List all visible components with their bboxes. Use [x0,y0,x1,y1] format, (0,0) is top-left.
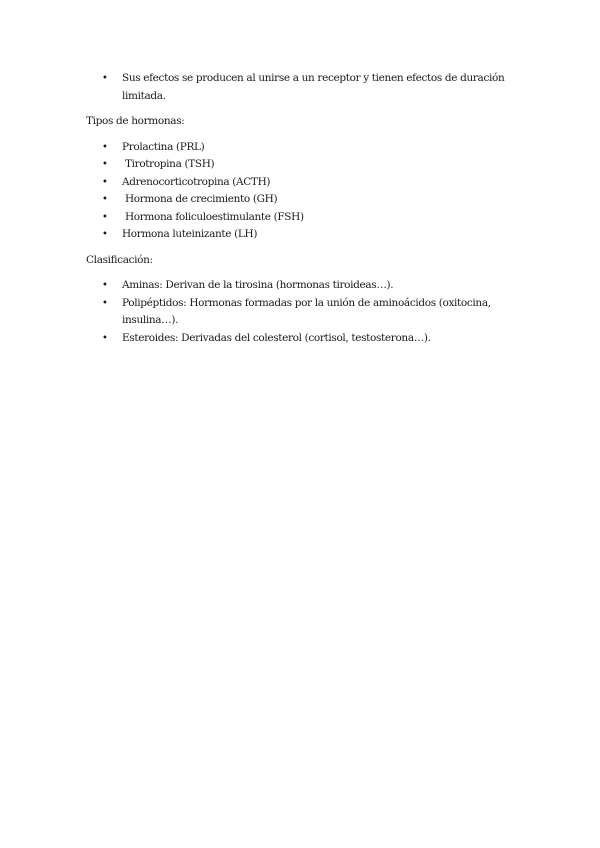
hormone-types-list [86,139,516,244]
list-item [86,174,516,192]
list-item [86,277,516,295]
types-heading: Tipos de hormonas: [86,115,185,127]
list-item [86,139,516,157]
list-item-text: Aminas: Derivan de la tirosina (hormonas tiroideas…). [122,279,394,291]
list-item-text: Hormona luteinizante (LH) [122,228,258,240]
classification-list [86,277,516,347]
list-item [86,191,516,209]
bullet-icon: • [102,297,108,309]
list-item [86,330,516,348]
bullet-icon: • [102,229,108,240]
list-item-text: Sus efectos se producen al unirse a un receptor y tienen efectos de duración limitada. [122,72,505,102]
classification-heading: Clasificación: [86,253,153,266]
bullet-icon: • [102,280,108,291]
bullet-icon: • [102,211,108,223]
bullet-icon: • [102,159,108,170]
document-body [86,70,516,347]
bullet-icon: • [102,141,108,153]
bullet-icon: • [102,332,108,344]
list-item [86,209,516,227]
list-item [86,295,516,330]
intro-bullet-list [86,70,516,105]
list-item-text: Prolactina (PRL) [122,140,205,153]
list-item [86,226,516,244]
list-item [86,156,516,174]
list-item-text: Polipéptidos: Hormonas formadas por la unión de aminoácidos (oxitocina, insulina…). [122,296,491,326]
bullet-icon: • [102,176,108,188]
bullet-icon: • [102,73,108,84]
list-item-text: Hormona de crecimiento (GH) [122,193,278,205]
list-item-text: Hormona foliculoestimulante (FSH) [122,210,304,223]
list-item-text: Tirotropina (TSH) [122,158,215,170]
list-item [86,70,516,105]
list-item-text: Esteroides: Derivadas del colesterol (cortisol, testosterona…). [122,331,431,344]
list-item-text: Adrenocorticotropina (ACTH) [122,175,271,188]
bullet-icon: • [102,194,108,205]
